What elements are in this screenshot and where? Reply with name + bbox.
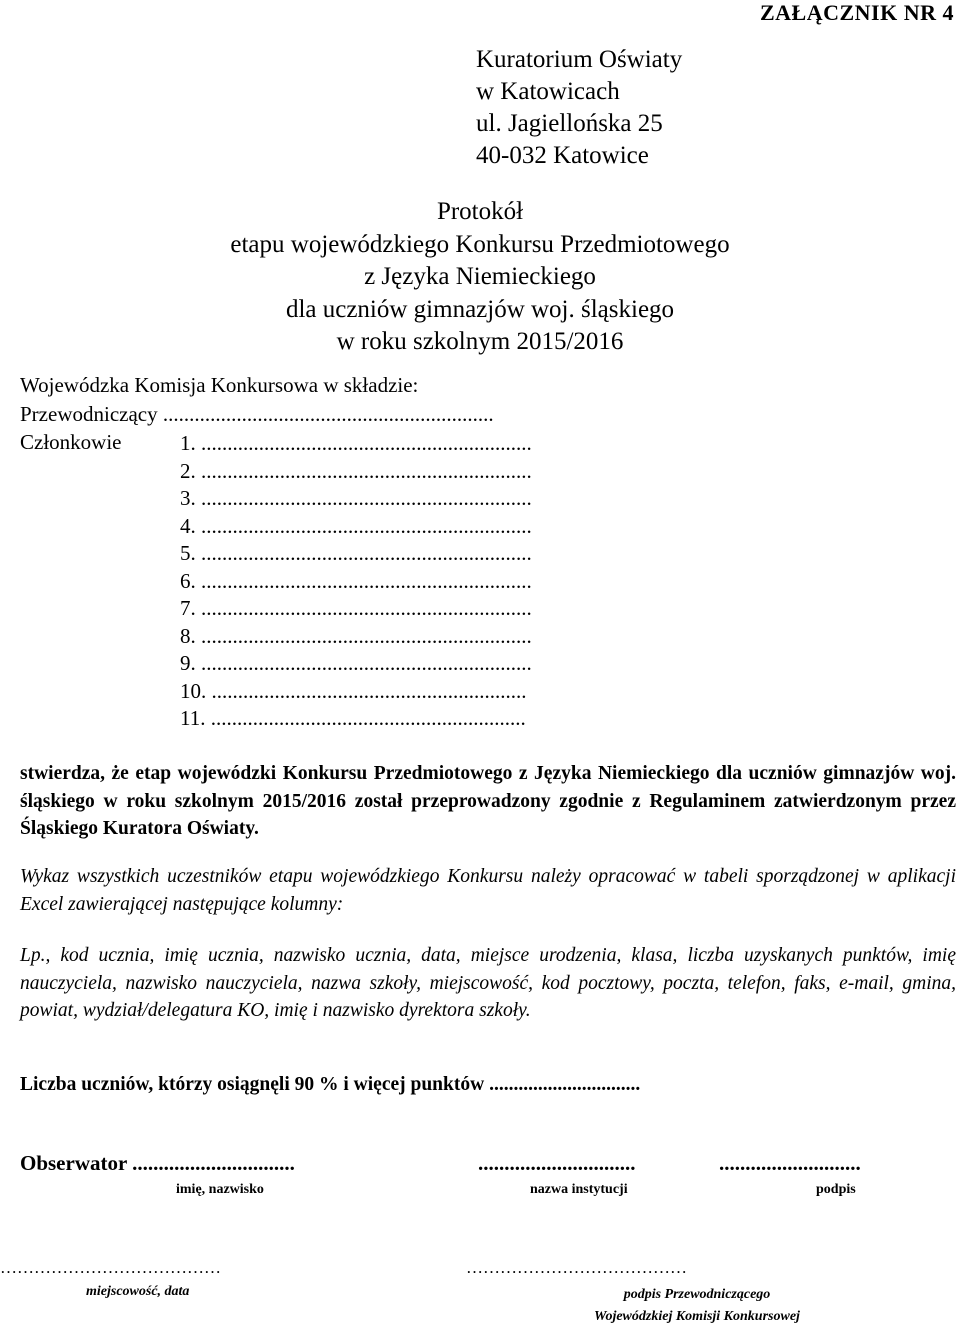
annex-label: ZAŁĄCZNIK NR 4 (759, 0, 954, 25)
title-line: z Języka Niemieckiego (364, 263, 596, 290)
member-field: 2. ............................................................... (180, 458, 532, 483)
observer-signature-field: ........................... (719, 1151, 861, 1175)
member-field: 1. ............................................................... (180, 431, 532, 455)
title-line: etapu wojewódzkiego Konkursu Przedmiotowego (230, 230, 730, 258)
member-field: 10. ............................................................ (180, 678, 527, 703)
statement-paragraph: stwierdza, że etap wojewódzki Konkursu Przedmiotowego z Języka Niemieckiego dla uczniów gimnazjów woj. śląskiego w roku szkolnym 2015/2016 został przeprowadzony zgodnie z Regulaminem zatwierdzonym przez Śląskiego Kuratora Oświaty. (20, 763, 956, 839)
member-field: 7. ............................................................... (180, 596, 532, 620)
member-field: 11. ............................................................ (180, 706, 526, 730)
count-line: Liczba uczniów, którzy osiągnęli 90 % i więcej punktów ............................... (20, 1074, 641, 1095)
address-line: ul. Jagiellońska 25 (476, 110, 663, 137)
instruction-paragraph: Wykaz wszystkich uczestników etapu wojewódzkiego Konkursu należy opracować w tabeli sporządzonej w aplikacji Excel zawierającej następujące kolumny: (20, 866, 956, 915)
observer-name-field: Obserwator ............................... (20, 1151, 295, 1175)
caption-signature: podpis (816, 1182, 856, 1197)
address-line: Kuratorium Oświaty (476, 46, 683, 73)
member-field: 8. ............................................................... (180, 623, 532, 648)
member-field: 3. ............................................................... (180, 486, 532, 510)
member-field: 4. ............................................................... (180, 513, 532, 538)
caption-chair-signature (526, 1284, 868, 1328)
title-line: dla uczniów gimnazjów woj. śląskiego (285, 295, 675, 323)
curatorium-address (476, 44, 682, 172)
caption-line: podpis Przewodniczącego (623, 1287, 771, 1302)
chair-field: Przewodniczący ............................................................... (20, 402, 494, 426)
title-line: Protokół (436, 198, 524, 225)
observer-institution-field: .............................. (478, 1151, 636, 1175)
title-line: w roku szkolnym 2015/2016 (336, 328, 624, 355)
member-field: 5. ............................................................... (180, 541, 532, 565)
commission-heading: Wojewódzka Komisja Konkursowa w składzie: (20, 373, 419, 397)
members-label: Członkowie (20, 430, 122, 454)
document-title (0, 196, 960, 359)
member-field: 6. ............................................................... (180, 568, 532, 593)
columns-paragraph: Lp., kod ucznia, imię ucznia, nazwisko ucznia, data, miejsce urodzenia, klasa, liczba uzyskanych punktów, imię nauczyciela, nazwisko nauczyciela, nazwa szkoły, miejscowość, kod pocztowy, poczta, telefon, faks, e-mail, gmina, powiat, wydział/delegatura KO, imię i nazwisko dyrektora szkoły. (20, 945, 956, 1021)
address-line: 40-032 Katowice (476, 142, 649, 169)
place-date-field: ………………………………… (0, 1258, 221, 1277)
caption-institution: nazwa instytucji (530, 1182, 628, 1197)
address-line: w Katowicach (476, 78, 620, 105)
caption-place-date: miejscowość, data (86, 1284, 190, 1299)
caption-name: imię, nazwisko (176, 1182, 264, 1197)
member-field: 9. ............................................................... (180, 651, 532, 675)
caption-line: Wojewódzkiej Komisji Konkursowej (594, 1309, 800, 1324)
chair-signature-field: ………………………………… (466, 1258, 687, 1277)
